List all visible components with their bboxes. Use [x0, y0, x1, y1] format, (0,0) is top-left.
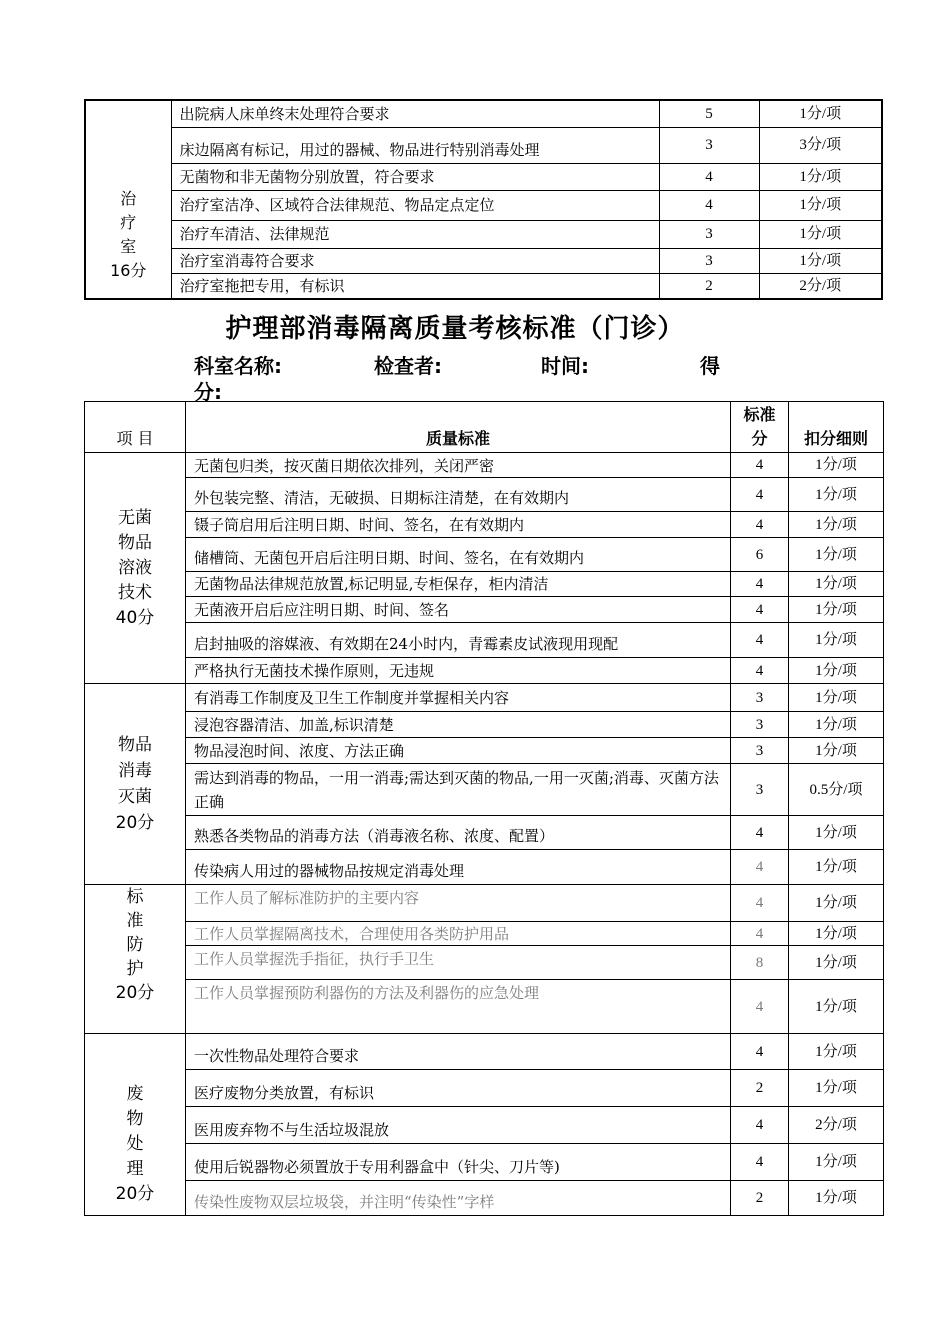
table-row: [85, 922, 884, 946]
inspector-label: 检查者:: [374, 354, 442, 378]
category-label: 废: [126, 1084, 144, 1104]
standard-text: 传染病人用过的器械物品按规定消毒处理: [186, 850, 731, 885]
standard-text: 床边隔离有标记，用过的器械、物品进行特别消毒处理: [171, 127, 659, 163]
standard-score: 5: [659, 100, 759, 127]
header-score: [731, 402, 789, 453]
deduction-rule: 1分/项: [789, 538, 884, 572]
category-label: 物品: [118, 532, 152, 553]
standard-score: 4: [731, 453, 789, 478]
score-label-part1: 得: [700, 354, 720, 378]
category-label: 技术: [118, 582, 152, 603]
deduction-rule: 1分/项: [789, 623, 884, 658]
standard-text: 工作人员了解标准防护的主要内容: [186, 885, 731, 922]
deduction-rule: 1分/项: [789, 453, 884, 478]
table-row: [85, 127, 882, 163]
table-row: [85, 1070, 884, 1107]
table-row: [85, 980, 884, 1034]
deduction-rule: 3分/项: [759, 127, 882, 163]
standard-text: 无菌物和非无菌物分别放置，符合要求: [171, 163, 659, 190]
table-row: [85, 684, 884, 712]
table-header-row: [85, 402, 884, 453]
score-label-part2: 分:: [194, 380, 222, 404]
standard-score: 4: [731, 658, 789, 684]
header-deduct: 扣分细则: [789, 402, 884, 453]
category-label: 治: [120, 188, 137, 208]
standard-score: 4: [731, 1107, 789, 1144]
standard-score: 3: [731, 764, 789, 816]
standard-text: 熟悉各类物品的消毒方法（消毒液名称、浓度、配置）: [186, 816, 731, 850]
table-row: [85, 885, 884, 922]
table-row: [85, 572, 884, 597]
standard-score: 3: [731, 712, 789, 738]
category-label: 准: [126, 911, 144, 931]
standard-score: 4: [731, 850, 789, 885]
deduction-rule: 1分/项: [759, 100, 882, 127]
category-cell: [85, 885, 186, 1034]
time-label: 时间:: [541, 354, 589, 378]
standard-text: 工作人员掌握隔离技术，合理使用各类防护用品: [186, 922, 731, 946]
standard-text: 一次性物品处理符合要求: [186, 1034, 731, 1070]
deduction-rule: 1分/项: [759, 248, 882, 273]
table-row: [85, 764, 884, 816]
category-label: 溶液: [118, 557, 152, 578]
standard-text: 浸泡容器清洁、加盖,标识清楚: [186, 712, 731, 738]
category-cell: [85, 1034, 186, 1216]
page-title-text: 护理部消毒隔离质量考核标准（门诊）: [225, 314, 685, 344]
deduction-rule: 0.5分/项: [789, 764, 884, 816]
standard-score: 4: [731, 597, 789, 623]
header-score-line2: 分: [751, 429, 768, 448]
standard-text: 严格执行无菌技术操作原则，无违规: [186, 658, 731, 684]
standard-score: 6: [731, 538, 789, 572]
standard-score: 4: [731, 885, 789, 922]
category-label: 无菌: [118, 507, 152, 528]
table-row: [85, 478, 884, 512]
standard-score: 3: [731, 684, 789, 712]
table-row: [85, 163, 882, 190]
quality-standard-table: [84, 401, 884, 1216]
deduction-rule: 1分/项: [789, 1070, 884, 1107]
deduction-rule: 1分/项: [759, 220, 882, 248]
table-row: [85, 623, 884, 658]
standard-score: 2: [731, 1070, 789, 1107]
table-row: [85, 850, 884, 885]
deduction-rule: 2分/项: [789, 1107, 884, 1144]
deduction-rule: 1分/项: [789, 922, 884, 946]
page-title: [0, 308, 950, 345]
category-cell: [85, 100, 171, 299]
table-row: [85, 512, 884, 538]
header-standard: 质量标准: [186, 402, 731, 453]
standard-text: 使用后锐器物必须置放于专用利器盒中（针尖、刀片等): [186, 1144, 731, 1181]
standard-score: 3: [659, 248, 759, 273]
deduction-rule: 1分/项: [789, 1034, 884, 1070]
deduction-rule: 1分/项: [789, 738, 884, 764]
category-points: 20分: [115, 1184, 155, 1204]
table-row: [85, 658, 884, 684]
treatment-room-table: [84, 99, 883, 300]
standard-text: 无菌液开启后应注明日期、时间、签名: [186, 597, 731, 623]
standard-text: 治疗室拖把专用，有标识: [171, 273, 659, 299]
standard-score: 3: [659, 127, 759, 163]
table-row: [85, 1034, 884, 1070]
category-points: 20分: [115, 983, 155, 1003]
standard-score: 4: [731, 478, 789, 512]
table-row: [85, 100, 882, 127]
standard-text: 启封抽吸的溶媒液、有效期在24小时内，青霉素皮试液现用现配: [186, 623, 731, 658]
deduction-rule: 1分/项: [789, 850, 884, 885]
category-label: 理: [126, 1159, 144, 1179]
deduction-rule: 1分/项: [789, 478, 884, 512]
category-label: 处: [126, 1134, 144, 1154]
table-row: [85, 946, 884, 980]
standard-score: 3: [731, 738, 789, 764]
standard-score: 4: [731, 623, 789, 658]
category-points: 20分: [115, 813, 155, 833]
header-item: 项 目: [85, 402, 186, 453]
table-row: [85, 816, 884, 850]
deduction-rule: 1分/项: [789, 512, 884, 538]
standard-score: 4: [731, 512, 789, 538]
standard-text: 外包装完整、清洁，无破损、日期标注清楚，在有效期内: [186, 478, 731, 512]
table-row: [85, 738, 884, 764]
standard-score: 3: [659, 220, 759, 248]
table-row: [85, 1144, 884, 1181]
deduction-rule: 1分/项: [789, 946, 884, 980]
deduction-rule: 1分/项: [789, 885, 884, 922]
category-label: 护: [126, 959, 144, 979]
category-label: 消毒: [118, 761, 152, 781]
deduction-rule: 1分/项: [789, 712, 884, 738]
standard-score: 4: [659, 190, 759, 220]
category-cell: [85, 684, 186, 885]
standard-score: 2: [659, 273, 759, 299]
table-row: [85, 1107, 884, 1144]
category-label: 疗: [120, 212, 137, 232]
dept-label: 科室名称:: [194, 354, 282, 378]
header-score-line1: 标准: [743, 405, 776, 424]
deduction-rule: 1分/项: [759, 163, 882, 190]
standard-text: 工作人员掌握预防利器伤的方法及利器伤的应急处理: [186, 980, 731, 1034]
standard-score: 4: [731, 980, 789, 1034]
table-row: [85, 1181, 884, 1216]
category-label: 室: [120, 236, 137, 256]
table-row: [85, 597, 884, 623]
table-row: [85, 273, 882, 299]
deduction-rule: 1分/项: [789, 1181, 884, 1216]
standard-text: 镊子筒启用后注明日期、时间、签名，在有效期内: [186, 512, 731, 538]
standard-text: 传染性废物双层垃圾袋，并注明“传染性”字样: [186, 1181, 731, 1216]
standard-score: 4: [659, 163, 759, 190]
table-row: [85, 190, 882, 220]
table-row: [85, 712, 884, 738]
deduction-rule: 1分/项: [789, 572, 884, 597]
standard-text: 无菌物品法律规范放置,标记明显,专柜保存，柜内清洁: [186, 572, 731, 597]
category-cell: [85, 453, 186, 684]
standard-score: 4: [731, 572, 789, 597]
category-points: 16分: [110, 260, 147, 280]
standard-text: 工作人员掌握洗手指征，执行手卫生: [186, 946, 731, 980]
standard-text: 有消毒工作制度及卫生工作制度并掌握相关内容: [186, 684, 731, 712]
category-label: 灭菌: [118, 787, 152, 807]
category-label: 标: [126, 887, 144, 907]
table-row: [85, 248, 882, 273]
standard-score: 4: [731, 922, 789, 946]
table-row: [85, 453, 884, 478]
category-label: 物品: [118, 735, 152, 755]
standard-score: 4: [731, 1144, 789, 1181]
deduction-rule: 1分/项: [789, 1144, 884, 1181]
standard-text: 医用废弃物不与生活垃圾混放: [186, 1107, 731, 1144]
table-row: [85, 538, 884, 572]
standard-text: 出院病人床单终末处理符合要求: [171, 100, 659, 127]
standard-text: 治疗室洁净、区域符合法律规范、物品定点定位: [171, 190, 659, 220]
standard-text: 储槽筒、无菌包开启后注明日期、时间、签名，在有效期内: [186, 538, 731, 572]
deduction-rule: 1分/项: [789, 597, 884, 623]
deduction-rule: 1分/项: [759, 190, 882, 220]
category-label: 防: [126, 935, 144, 955]
standard-score: 8: [731, 946, 789, 980]
standard-text: 无菌包归类，按灭菌日期依次排列，关闭严密: [186, 453, 731, 478]
standard-score: 4: [731, 816, 789, 850]
category-points: 40分: [115, 607, 155, 628]
deduction-rule: 1分/项: [789, 684, 884, 712]
standard-text: 需达到消毒的物品，一用一消毒;需达到灭菌的物品,一用一灭菌;消毒、灭菌方法正确: [186, 764, 731, 816]
deduction-rule: 1分/项: [789, 658, 884, 684]
category-label: 物: [126, 1109, 144, 1129]
deduction-rule: 1分/项: [789, 980, 884, 1034]
standard-score: 2: [731, 1181, 789, 1216]
standard-text: 治疗车清洁、法律规范: [171, 220, 659, 248]
deduction-rule: 1分/项: [789, 816, 884, 850]
table-row: [85, 220, 882, 248]
deduction-rule: 2分/项: [759, 273, 882, 299]
standard-score: 4: [731, 1034, 789, 1070]
standard-text: 医疗废物分类放置，有标识: [186, 1070, 731, 1107]
standard-text: 治疗室消毒符合要求: [171, 248, 659, 273]
standard-text: 物品浸泡时间、浓度、方法正确: [186, 738, 731, 764]
